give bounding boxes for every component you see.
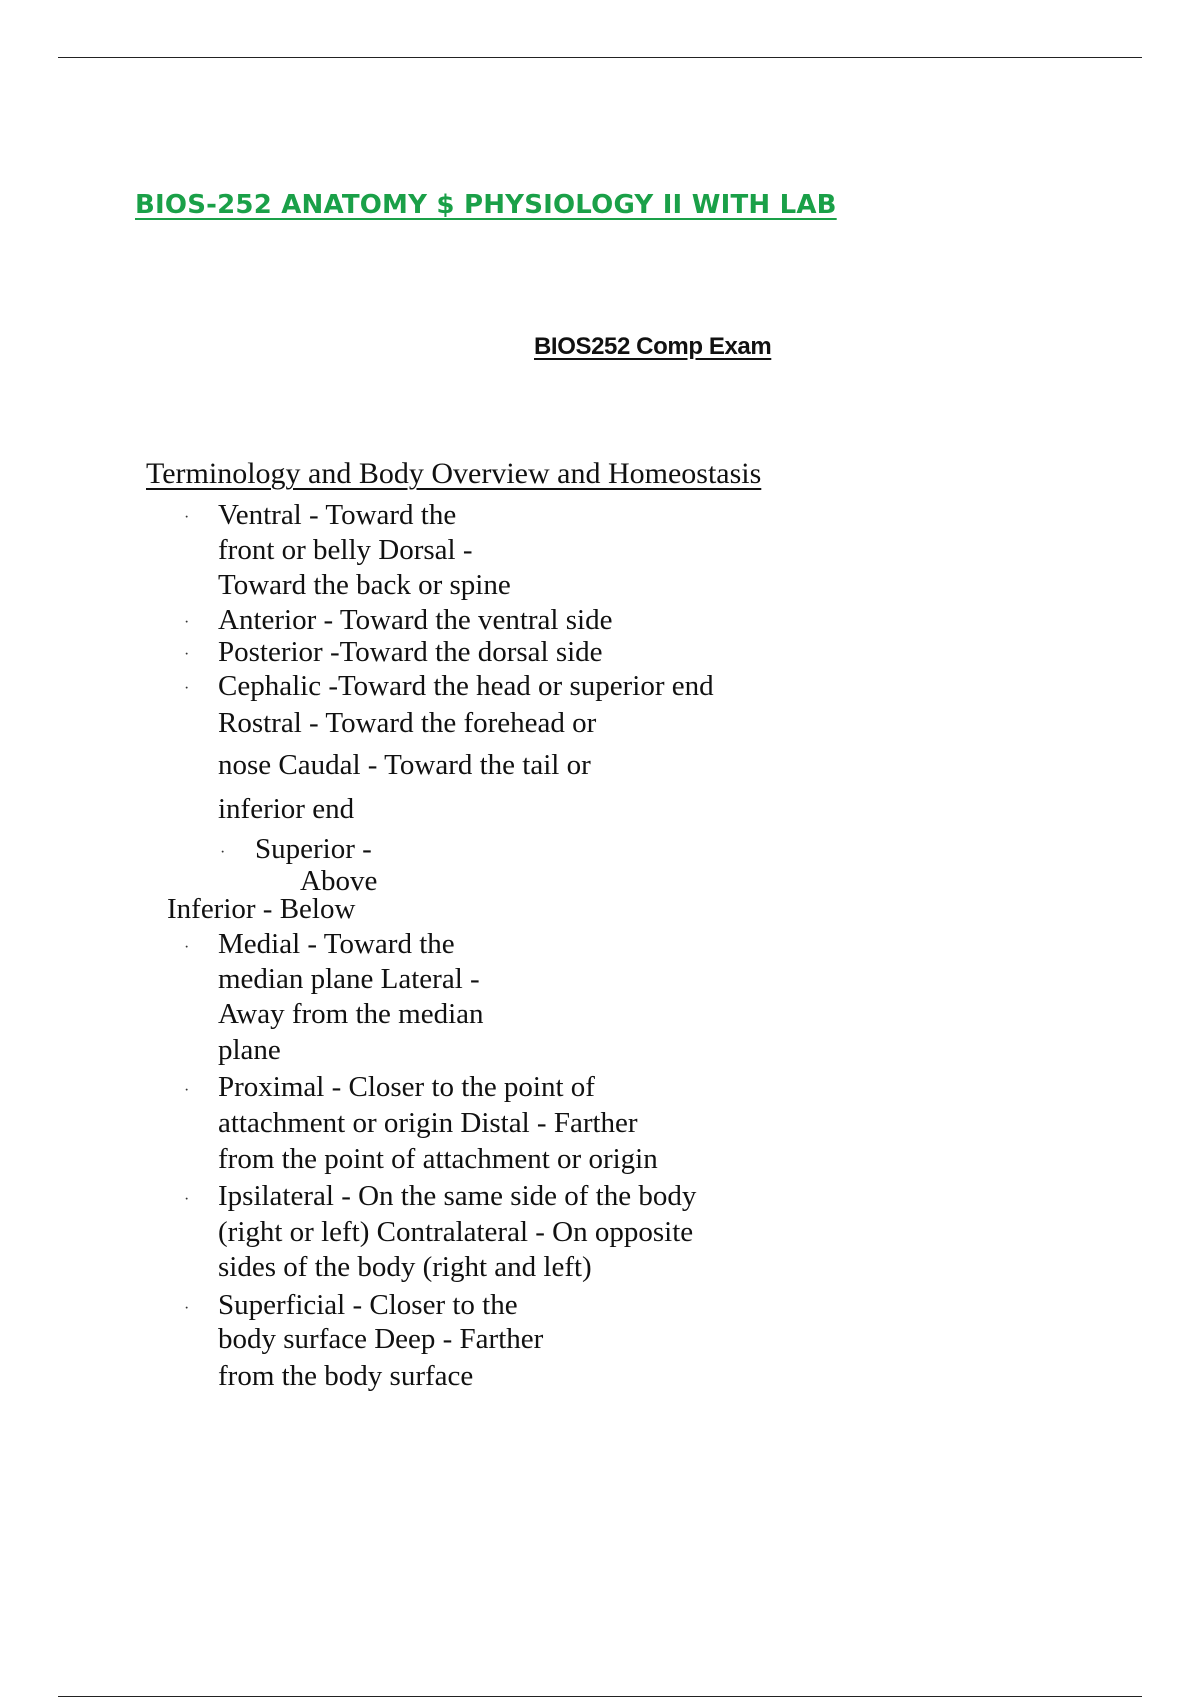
term-line: Cephalic -Toward the head or superior end	[218, 670, 714, 702]
exam-title: BIOS252 Comp Exam	[534, 333, 772, 360]
bullet-marker: ·	[184, 1082, 190, 1099]
term-line: from the point of attachment or origin	[218, 1143, 658, 1175]
term-line: Ventral - Toward the	[218, 499, 457, 531]
term-line: plane	[218, 1034, 281, 1066]
term-line: inferior end	[218, 793, 355, 825]
term-line: Inferior - Below	[167, 893, 356, 925]
term-line: (right or left) Contralateral - On opposite	[218, 1216, 694, 1248]
term-line: Medial - Toward the	[218, 928, 455, 960]
term-line: Rostral - Toward the forehead or	[218, 707, 597, 739]
top-rule	[58, 57, 1142, 58]
term-line: sides of the body (right and left)	[218, 1251, 592, 1283]
term-line: Toward the back or spine	[218, 569, 511, 601]
term-line: Proximal - Closer to the point of	[218, 1071, 595, 1103]
bullet-marker: ·	[184, 1300, 190, 1317]
bullet-marker: ·	[184, 646, 190, 663]
term-line: body surface Deep - Farther	[218, 1323, 544, 1355]
section-heading: Terminology and Body Overview and Homeostasis	[146, 457, 762, 490]
term-line: Anterior - Toward the ventral side	[218, 604, 613, 636]
term-line: from the body surface	[218, 1360, 474, 1392]
term-line: Superior -	[255, 833, 372, 865]
term-line: attachment or origin Distal - Farther	[218, 1107, 638, 1139]
term-line: Superficial - Closer to the	[218, 1289, 518, 1321]
bullet-marker: ·	[184, 939, 190, 956]
term-line: front or belly Dorsal -	[218, 534, 473, 566]
course-title: BIOS-252 ANATOMY $ PHYSIOLOGY II WITH LAB	[135, 190, 837, 220]
term-line: Posterior -Toward the dorsal side	[218, 636, 603, 668]
term-line: nose Caudal - Toward the tail or	[218, 749, 591, 781]
term-line: median plane Lateral -	[218, 963, 480, 995]
term-line: Away from the median	[218, 998, 484, 1030]
bullet-marker: ·	[184, 614, 190, 631]
bullet-marker: ·	[220, 844, 226, 861]
bullet-marker: ·	[184, 680, 190, 697]
bullet-marker: ·	[184, 1191, 190, 1208]
bottom-rule	[58, 1696, 1142, 1697]
term-line: Ipsilateral - On the same side of the body	[218, 1180, 697, 1212]
term-line: Above	[300, 865, 378, 897]
bullet-marker: ·	[184, 509, 190, 526]
